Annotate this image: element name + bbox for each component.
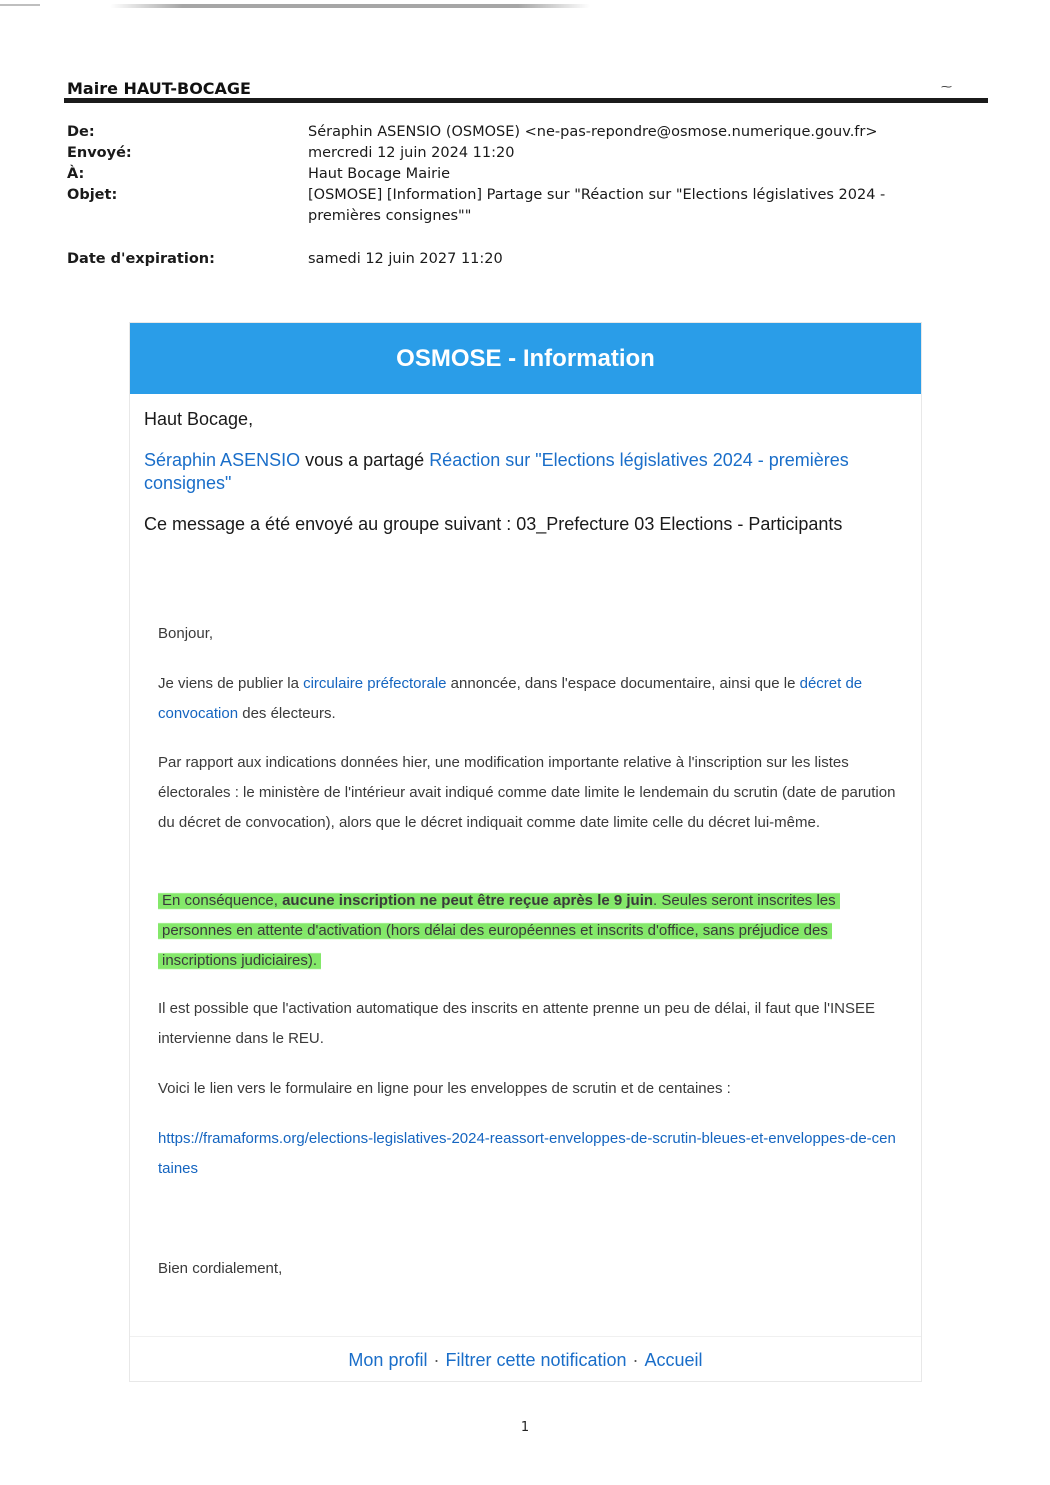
decret-link[interactable]: décret de convocation xyxy=(158,675,863,722)
paragraph-consequence xyxy=(158,886,898,976)
owner-mark: ⁓ xyxy=(941,80,952,93)
paragraph-publication xyxy=(158,669,898,729)
paragraph-modification: Par rapport aux indications données hier, une modification importante relative à l'inscription sur les listes électorales : le ministère de l'intérieur avait indiqué comme date limite le lendemain du scrutin (date de parution du décret de convocation), alors que le décret indiquait comme date limite celle du décret lui-même. xyxy=(158,754,896,831)
banner-title: OSMOSE - Information xyxy=(130,323,921,394)
p1-text-b: annoncée, dans l'espace documentaire, ainsi que le xyxy=(446,675,800,692)
p3-text-b: . Seules seront inscrites les personnes en attente d'activation (hors délai des européennes et inscrits d'office, sans préjudice des inscriptions judiciaires). xyxy=(162,892,836,969)
header-rule xyxy=(64,98,988,103)
scan-artifact-left xyxy=(0,4,40,6)
profile-link[interactable]: Mon profil xyxy=(348,1350,428,1370)
form-link-line xyxy=(158,1124,898,1184)
footer-separator: · xyxy=(433,1350,440,1370)
framaforms-link[interactable]: https://framaforms.org/elections-legislatives-2024-reassort-enveloppes-de-scrutin-bleues-et-enveloppes-de-centaines xyxy=(158,1130,896,1177)
expiry-value: samedi 12 juin 2027 11:20 xyxy=(308,251,503,267)
salutation: Bonjour, xyxy=(158,625,214,642)
greeting: Haut Bocage, xyxy=(144,409,254,429)
p1-text-a: Je viens de publier la xyxy=(158,675,304,692)
sent-value: mercredi 12 juin 2024 11:20 xyxy=(308,145,515,161)
circulaire-link[interactable]: circulaire préfectorale xyxy=(303,675,447,692)
notification-card xyxy=(129,322,922,1382)
deadline-bold: aucune inscription ne peut être reçue après le 9 juin xyxy=(282,892,654,909)
shared-verb: vous a partagé xyxy=(300,450,430,470)
to-value: Haut Bocage Mairie xyxy=(308,166,451,182)
p1-text-c: des électeurs. xyxy=(238,705,336,722)
from-value: Séraphin ASENSIO (OSMOSE) <ne-pas-repondre@osmose.numerique.gouv.fr> xyxy=(308,124,878,140)
group-message: Ce message a été envoyé au groupe suivant : 03_Prefecture 03 Elections - Participants xyxy=(144,514,843,534)
footer-separator: · xyxy=(632,1350,639,1370)
closing: Bien cordialement, xyxy=(158,1260,283,1277)
highlighted-passage xyxy=(158,890,840,971)
scan-artifact xyxy=(110,4,590,8)
mailbox-owner: Maire HAUT-BOCAGE xyxy=(67,79,251,98)
paragraph-activation: Il est possible que l'activation automatique des inscrits en attente prenne un peu de délai, il faut que l'INSEE intervienne dans le REU. xyxy=(158,1000,876,1047)
from-label: De: xyxy=(67,124,95,140)
footer-links xyxy=(130,1336,921,1383)
shared-item-link[interactable]: Réaction sur "Elections législatives 2024 - premières consignes" xyxy=(144,450,849,493)
filter-notification-link[interactable]: Filtrer cette notification xyxy=(445,1350,627,1370)
subject-value: [OSMOSE] [Information] Partage sur "Réaction sur "Elections législatives 2024 - premières consignes"" xyxy=(308,187,886,224)
page-number: 1 xyxy=(520,1420,530,1435)
p3-text-a: En conséquence, xyxy=(162,892,283,909)
sharer-link[interactable]: Séraphin ASENSIO xyxy=(144,450,301,470)
expiry-label: Date d'expiration: xyxy=(67,251,215,267)
subject-label: Objet: xyxy=(67,187,118,203)
sent-label: Envoyé: xyxy=(67,145,132,161)
home-link[interactable]: Accueil xyxy=(644,1350,703,1370)
share-line xyxy=(144,449,904,495)
to-label: À: xyxy=(67,166,85,182)
paragraph-form: Voici le lien vers le formulaire en ligne pour les enveloppes de scrutin et de centaines : xyxy=(158,1080,731,1097)
